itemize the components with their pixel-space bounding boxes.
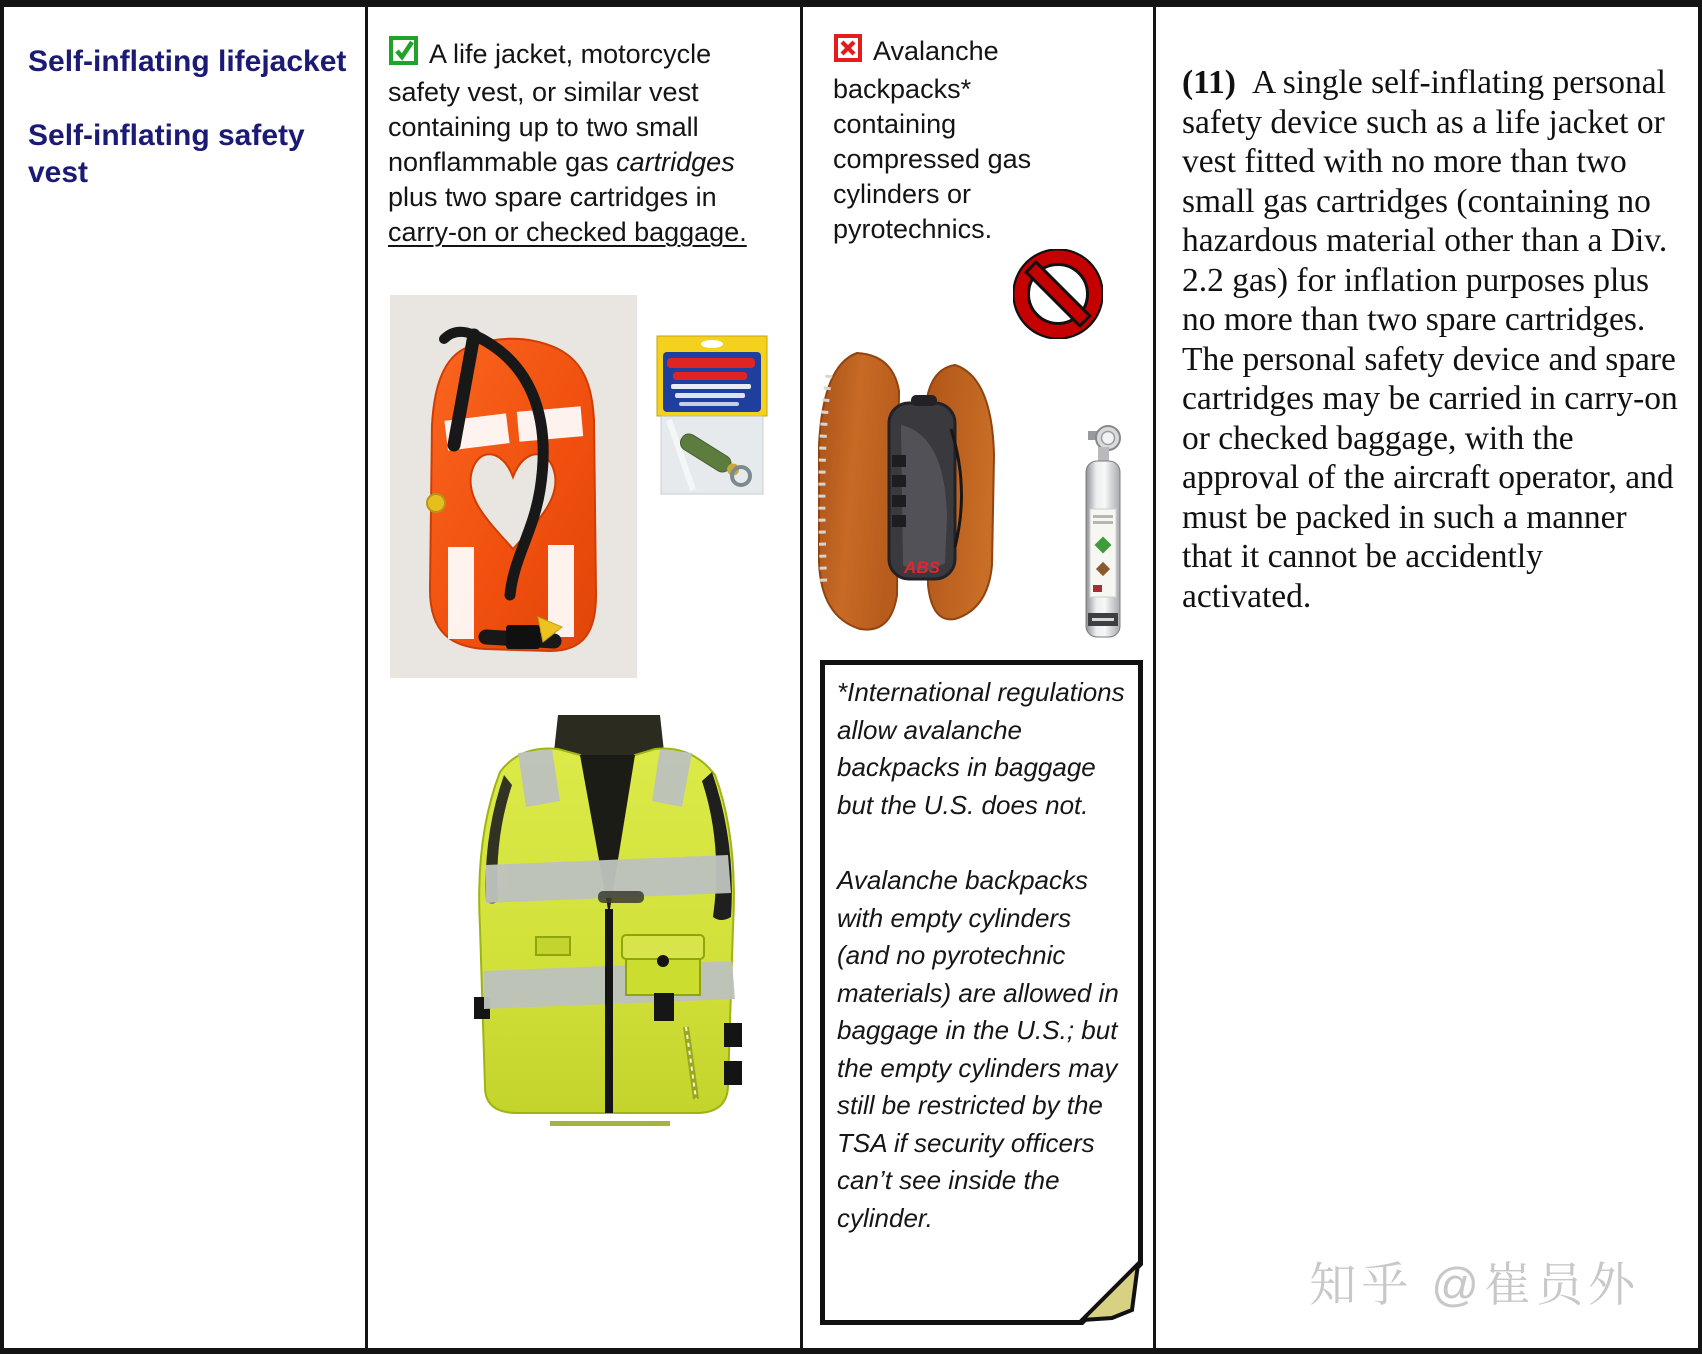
allowed-text-italic: cartridges [616, 147, 735, 177]
prohibited-cell [800, 7, 1153, 1348]
row-heading-lifejacket: Self-inflating lifejacket [28, 45, 347, 78]
allowed-text [388, 35, 780, 250]
watermark: 知乎 @崔员外 [1309, 1258, 1640, 1311]
no-symbol-icon [1013, 249, 1103, 344]
allowed-cell [365, 7, 800, 1348]
allowed-text-middle: plus two spare cartridges in [388, 182, 717, 212]
safety-vest-photo [430, 697, 785, 1142]
note-text [837, 674, 1129, 1237]
note-paragraph-1: *International regulations allow avalanche backpacks in baggage but the U.S. does not. [837, 677, 1125, 820]
row-heading-safety-vest: Self-inflating safety vest [28, 119, 305, 189]
regulation-body: A single self-inflating personal safety device such as a life jacket or vest fitted with no more than two small gas cartridges (containing no hazardous material other than a Div. 2.2 gas) for inflation purposes plus no more than two spare cartridges. The personal safety device and spare cartridges may be carried in carry-on or checked baggage, with the approval of the aircraft operator, and must be packed in such a manner that it cannot be accidently activated. [1182, 64, 1678, 615]
item-name-cell [4, 7, 365, 1348]
note-paragraph-2: Avalanche backpacks with empty cylinders (and no pyrotechnic materials) are allowed in baggage in the U.S.; but the empty cylinders may still be restricted by the TSA if security officers can’t see inside the cylinder. [837, 865, 1119, 1233]
regulation-paragraph [1182, 63, 1678, 616]
checked-box-icon [388, 35, 419, 75]
allowed-text-start: A life jacket, motorcycle safety vest, or similar vest containing up to two small nonflammable gas [388, 39, 712, 177]
note-box [820, 660, 1143, 1325]
regulation-cell [1153, 7, 1698, 1348]
prohibited-text [833, 33, 1071, 247]
regulation-item-number: (11) [1182, 64, 1236, 101]
prohibited-text-body: Avalanche backpacks* containing compressed gas cylinders or pyrotechnics. [833, 36, 1032, 244]
gas-cylinder-photo [1080, 417, 1126, 650]
allowed-text-underlined: carry-on or checked baggage. [388, 217, 747, 247]
crossed-box-icon [833, 33, 863, 72]
rearming-kit-photo [653, 320, 771, 505]
lifejacket-photo [390, 295, 637, 683]
avalanche-backpack-photo [805, 337, 1010, 647]
backpack-brand-label: ABS [904, 558, 940, 577]
